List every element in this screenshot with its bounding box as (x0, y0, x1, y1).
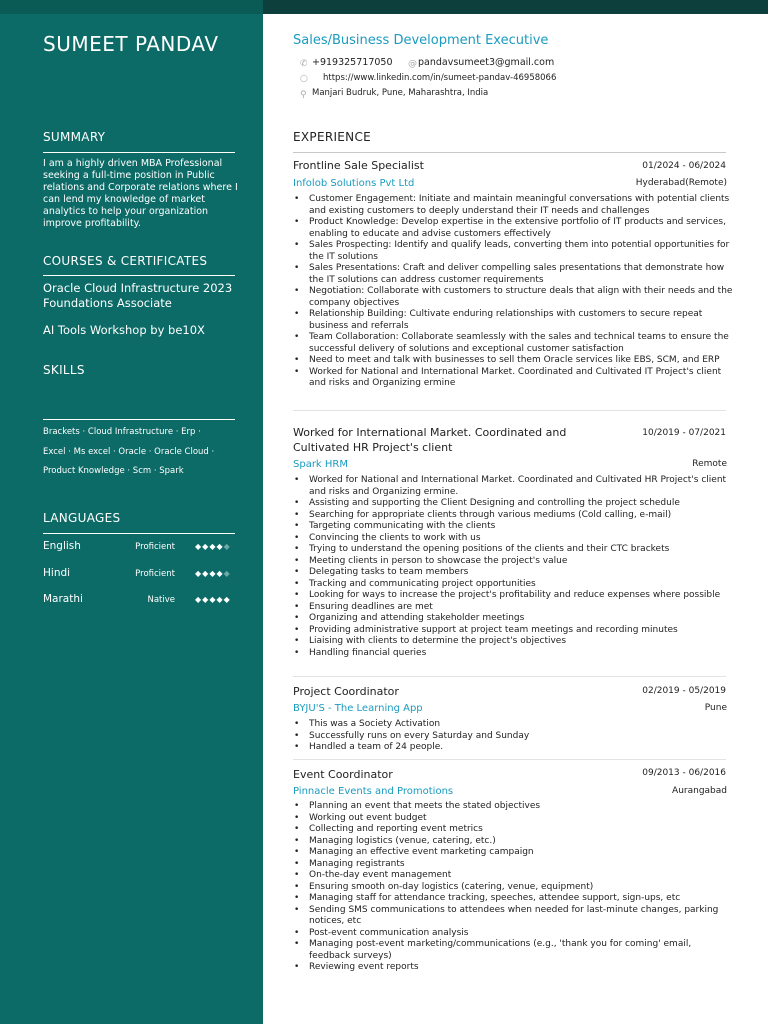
job-dates: 10/2019 - 07/2021 (642, 428, 726, 438)
phone-number[interactable]: +919325717050 (312, 57, 393, 68)
summary-divider (43, 152, 235, 153)
job-bullet: • Customer Engagement: Initiate and maintain meaningful conversations with potential clients and existing customers to deeply understand their IT needs and challenges (293, 194, 733, 217)
job-company: Pinnacle Events and Promotions (293, 786, 454, 797)
job-location: Hyderabad(Remote) (635, 178, 727, 188)
language-rating-dots (195, 595, 231, 604)
skills-heading: SKILLS (43, 363, 85, 377)
candidate-name: SUMEET PANDAV (43, 32, 219, 56)
job-bullet: • Team Collaboration: Collaborate seamlessly with the sales and technical teams to ensure the successful delivery of solutions and exceptional customer satisfaction (293, 332, 733, 355)
language-name: Marathi (43, 593, 83, 605)
job-bullet: • Ensuring deadlines are met (293, 602, 733, 614)
job-bullet: • Liaising with clients to determine the project's objectives (293, 636, 733, 648)
job-bullet: • Sales Prospecting: Identify and qualify leads, converting them into potential opportunities for the IT solutions (293, 240, 733, 263)
sidebar (0, 0, 263, 1024)
job-bullets (293, 719, 733, 754)
job-bullet: • Need to meet and talk with businesses to sell them Oracle services like EBS, SCM, and ERP (293, 355, 733, 367)
job-bullet: • Negotiation: Collaborate with customers to structure deals that align with their needs and the company objectives (293, 286, 733, 309)
job-role: Project Coordinator (293, 685, 399, 698)
experience-divider (293, 152, 726, 153)
languages-heading: LANGUAGES (43, 511, 121, 525)
language-rating-dots (195, 569, 231, 578)
course-item: Oracle Cloud Infrastructure 2023 Foundations Associate (43, 281, 233, 310)
job-bullet: • Managing an effective event marketing campaign (293, 847, 733, 859)
job-bullet: • Planning an event that meets the stated objectives (293, 801, 733, 813)
job-bullet: • Managing registrants (293, 859, 733, 871)
job-bullet: • Assisting and supporting the Client Designing and controlling the project schedule (293, 498, 733, 510)
job-bullets (293, 801, 733, 974)
job-bullet: • Post-event communication analysis (293, 928, 733, 940)
job-bullet: • Sending SMS communications to attendees when needed for last-minute changes, parking notices, etc (293, 905, 733, 928)
email-icon: @ (408, 59, 417, 69)
job-role: Worked for International Market. Coordinated and Cultivated HR Project's client (293, 426, 567, 454)
location-pin-icon: ⚲ (300, 90, 307, 100)
phone-icon: ✆ (300, 59, 308, 69)
skills-divider (43, 419, 235, 420)
language-level: Proficient (135, 542, 175, 552)
rating-dot-filled: ◆ (209, 542, 217, 551)
rating-dot-filled: ◆ (216, 542, 224, 551)
job-bullet: • Managing staff for attendance tracking, speeches, attendee support, sign-ups, etc (293, 893, 733, 905)
linkedin-link[interactable]: https://www.linkedin.com/in/sumeet-pandav-46958066 (323, 73, 557, 83)
job-dates: 09/2013 - 06/2016 (642, 768, 726, 778)
experience-heading: EXPERIENCE (293, 130, 372, 144)
summary-heading: SUMMARY (43, 130, 106, 144)
job-role: Frontline Sale Specialist (293, 159, 424, 172)
job-separator (293, 759, 726, 760)
job-dates: 01/2024 - 06/2024 (642, 161, 726, 171)
job-bullet: • Providing administrative support at project team meetings and recording minutes (293, 625, 733, 637)
job-bullet: • On-the-day event management (293, 870, 733, 882)
language-row (43, 567, 235, 581)
job-bullet: • Managing post-event marketing/communications (e.g., 'thank you for coming' email, feedback surveys) (293, 939, 733, 962)
job-bullet: • Handled a team of 24 people. (293, 742, 733, 754)
job-bullets (293, 194, 733, 390)
job-bullet: • Ensuring smooth on-day logistics (catering, venue, equipment) (293, 882, 733, 894)
job-company: BYJU'S - The Learning App (293, 703, 423, 714)
course-item: AI Tools Workshop by be10X (43, 323, 205, 337)
email-address[interactable]: pandavsumeet3@gmail.com (418, 57, 555, 68)
job-bullets (293, 475, 733, 659)
job-bullet: • Organizing and attending stakeholder meetings (293, 613, 733, 625)
rating-dot-filled: ◆ (216, 595, 224, 604)
language-level: Proficient (135, 569, 175, 579)
rating-dot-filled: ◆ (209, 569, 217, 578)
summary-text: I am a highly driven MBA Professional seeking a full-time position in Public relations and Corporate relations where I can lend my knowledge of market analytics to help your organization improve profitability. (43, 158, 238, 229)
rating-dot-filled: ◆ (202, 569, 210, 578)
job-company: Infolob Solutions Pvt Ltd (293, 178, 415, 189)
job-bullet: • Delegating tasks to team members (293, 567, 733, 579)
main-top-band (263, 0, 768, 14)
address: Manjari Budruk, Pune, Maharashtra, India (312, 88, 489, 98)
language-rating-dots (195, 542, 231, 551)
courses-heading: COURSES & CERTIFICATES (43, 254, 208, 268)
skills-line: Product Knowledge · Scm · Spark (43, 466, 184, 476)
job-bullet: • Collecting and reporting event metrics (293, 824, 733, 836)
job-location: Pune (704, 703, 727, 713)
language-level: Native (147, 595, 175, 605)
job-bullet: • Tracking and communicating project opportunities (293, 579, 733, 591)
rating-dot-filled: ◆ (223, 595, 231, 604)
job-bullet: • This was a Society Activation (293, 719, 733, 731)
job-bullet: • Relationship Building: Cultivate enduring relationships with customers to secure repeat business and referrals (293, 309, 733, 332)
rating-dot-filled: ◆ (195, 595, 203, 604)
rating-dot-filled: ◆ (202, 595, 210, 604)
job-bullet: • Product Knowledge: Develop expertise in the extensive portfolio of IT products and services, enabling to educate and advise customers effectively (293, 217, 733, 240)
job-location: Aurangabad (672, 786, 727, 796)
job-bullet: • Trying to understand the opening positions of the clients and their CTC brackets (293, 544, 733, 556)
language-row (43, 593, 235, 607)
job-bullet: • Looking for ways to increase the project's profitability and reduce expenses where possible (293, 590, 733, 602)
rating-dot-filled: ◆ (216, 569, 224, 578)
job-bullet: • Handling financial queries (293, 648, 733, 660)
job-bullet: • Meeting clients in person to showcase the project's value (293, 556, 733, 568)
job-company: Spark HRM (293, 459, 348, 470)
job-role: Event Coordinator (293, 768, 393, 781)
courses-divider (43, 275, 235, 276)
rating-dot-filled: ◆ (195, 542, 203, 551)
job-bullet: • Sales Presentations: Craft and deliver compelling sales presentations that demonstrate how the IT solutions can address customer requirements (293, 263, 733, 286)
job-bullet: • Working out event budget (293, 813, 733, 825)
rating-dot-filled: ◆ (209, 595, 217, 604)
job-bullet: • Searching for appropriate clients through various mediums (Cold calling, e-mail) (293, 510, 733, 522)
language-row (43, 540, 235, 554)
linkedin-icon: ○ (300, 74, 308, 84)
sidebar-top-band (0, 0, 263, 14)
skills-line: Brackets · Cloud Infrastructure · Erp · (43, 427, 201, 437)
job-bullet: • Worked for National and International Market. Coordinated and Cultivated IT Project's client and risks and Organizing ermine (293, 367, 733, 390)
rating-dot-empty: ◆ (223, 542, 231, 551)
skills-line: Excel · Ms excel · Oracle · Oracle Cloud · (43, 447, 215, 457)
job-bullet: • Successfully runs on every Saturday and Sunday (293, 731, 733, 743)
language-name: Hindi (43, 567, 71, 579)
job-bullet: • Reviewing event reports (293, 962, 733, 974)
job-bullet: • Worked for National and International Market. Coordinated and Cultivated HR Project's client and risks and Organizing ermine. (293, 475, 733, 498)
job-bullet: • Managing logistics (venue, catering, etc.) (293, 836, 733, 848)
job-location: Remote (692, 459, 727, 469)
language-name: English (43, 540, 81, 552)
job-bullet: • Targeting communicating with the clients (293, 521, 733, 533)
job-separator (293, 410, 726, 411)
rating-dot-filled: ◆ (195, 569, 203, 578)
rating-dot-empty: ◆ (223, 569, 231, 578)
job-separator (293, 676, 726, 677)
languages-divider (43, 533, 235, 534)
rating-dot-filled: ◆ (202, 542, 210, 551)
job-bullet: • Convincing the clients to work with us (293, 533, 733, 545)
job-dates: 02/2019 - 05/2019 (642, 686, 726, 696)
headline: Sales/Business Development Executive (293, 33, 549, 48)
